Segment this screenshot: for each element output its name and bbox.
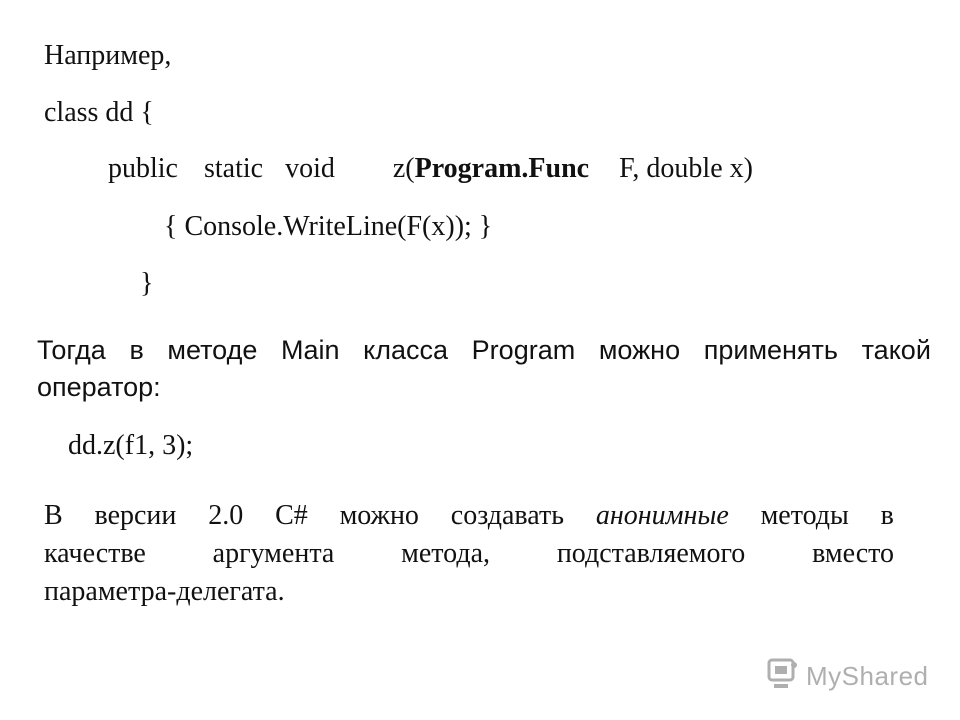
paragraph2-line1	[44, 500, 894, 532]
word: C#	[275, 500, 308, 531]
word: создавать	[450, 500, 564, 531]
paragraph2-line3: параметра-делегата.	[44, 576, 285, 607]
word: можно	[339, 500, 419, 531]
word: в	[129, 335, 144, 365]
word: Тогда	[37, 335, 106, 365]
code-param-type: Program.Func	[414, 153, 590, 184]
paragraph1-line1	[37, 334, 931, 366]
word: применять	[703, 335, 838, 365]
code-body-line: { Console.WriteLine(F(x)); }	[164, 211, 493, 242]
code-keyword-static: static	[204, 153, 264, 184]
word: аргумента	[212, 538, 335, 569]
word: методы	[760, 500, 849, 531]
intro-text: Например,	[44, 40, 172, 71]
watermark	[766, 656, 929, 696]
word: в	[880, 500, 894, 531]
word: методе	[167, 335, 258, 365]
word: 2.0	[208, 500, 244, 531]
code-signature-line	[108, 153, 753, 185]
myshared-logo-icon	[766, 657, 800, 696]
word: подставляемого	[556, 538, 746, 569]
word: В	[44, 500, 63, 531]
paragraph2-line2	[44, 538, 894, 570]
watermark-text: MyShared	[806, 660, 929, 691]
word: метода,	[401, 538, 491, 569]
code-close-brace: }	[140, 268, 154, 299]
word: вместо	[812, 538, 894, 569]
word: можно	[598, 335, 681, 365]
code-param-rest: F, double x)	[619, 153, 753, 184]
word: класса	[363, 335, 449, 365]
code-class-line: class dd {	[44, 97, 154, 128]
word: версии	[94, 500, 177, 531]
word: качестве	[44, 538, 146, 569]
paragraph1-line2: оператор:	[37, 372, 161, 402]
code-method-name: z(	[392, 153, 415, 184]
word: Program	[471, 335, 576, 365]
code-keyword-public: public	[108, 153, 178, 184]
code-keyword-void: void	[285, 153, 335, 184]
word: такой	[861, 335, 931, 365]
word: Main	[280, 335, 340, 365]
word-italic: анонимные	[595, 500, 729, 531]
call-example: dd.z(f1, 3);	[68, 430, 194, 461]
